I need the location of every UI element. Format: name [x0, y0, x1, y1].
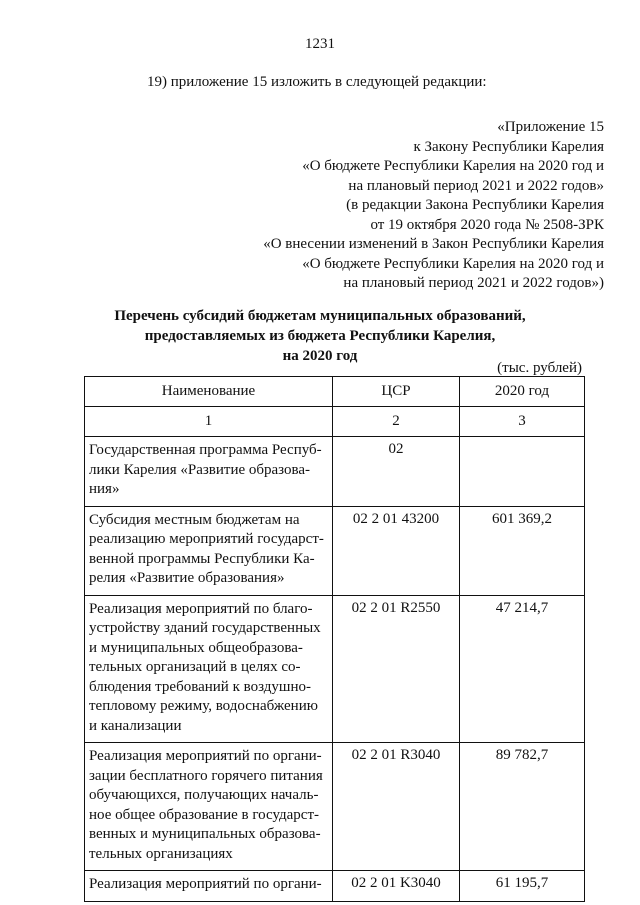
row-name-line: и муниципальных общеобразова- — [89, 639, 303, 656]
appendix-header-line: к Закону Республики Карелия — [413, 138, 604, 155]
appendix-header-line: «Приложение 15 — [497, 119, 604, 135]
row-name-line: Реализация мероприятий по благо- — [89, 600, 313, 617]
row-name-line: тельных организациях — [89, 845, 233, 862]
row-name-line: и канализации — [89, 717, 182, 734]
document-title — [0, 306, 640, 366]
row-name-line: релия «Развитие образования» — [89, 570, 285, 586]
row-name-line: устройству зданий государственных — [89, 620, 321, 636]
row-name-line: венной программы Республики Ка- — [89, 550, 315, 567]
row-csr: 02 2 01 R2550 — [333, 595, 460, 743]
row-name-line: лики Карелия «Развитие образова- — [89, 461, 311, 478]
table-row — [85, 743, 585, 871]
table-row — [85, 437, 585, 507]
table-body — [85, 407, 585, 902]
row-name — [85, 506, 333, 595]
table-row — [85, 506, 585, 595]
row-amount: 89 782,7 — [460, 743, 585, 871]
row-name-line: реализацию мероприятий государст- — [89, 531, 324, 547]
row-name-line: обучающихся, получающих началь- — [89, 787, 319, 803]
row-name-line: Государственная программа Респуб- — [89, 442, 322, 458]
row-csr: 02 2 01 K3040 — [333, 871, 460, 902]
row-name-line: Реализация мероприятий по органи- — [89, 748, 322, 764]
appendix-header-line: на плановый период 2021 и 2022 годов» — [348, 177, 604, 194]
appendix-header-line: «О бюджете Республики Карелия на 2020 год и — [302, 158, 604, 174]
row-name — [85, 743, 333, 871]
row-name — [85, 437, 333, 507]
units-label: (тыс. рублей) — [497, 360, 582, 376]
header-year: 2020 год — [460, 377, 585, 407]
appendix-header-line: (в редакции Закона Республики Карелия — [346, 197, 604, 213]
row-name-line: блюдения требований к воздушно- — [89, 678, 311, 695]
row-name-line: тельных организаций в целях со- — [89, 659, 301, 675]
header-name: Наименование — [85, 377, 333, 407]
header-csr: ЦСР — [333, 377, 460, 407]
appendix-header-line: от 19 октября 2020 года № 2508-ЗРК — [370, 216, 604, 233]
row-name — [85, 595, 333, 743]
row-name-line: тепловому режиму, водоснабжению — [89, 698, 318, 714]
row-amount: 47 214,7 — [460, 595, 585, 743]
row-amount: 601 369,2 — [460, 506, 585, 595]
row-name-line: Субсидия местным бюджетам на — [89, 511, 300, 528]
column-number: 3 — [460, 407, 585, 437]
row-name-line: венных и муниципальных образова- — [89, 826, 321, 842]
row-name-line: зации бесплатного горячего питания — [89, 767, 323, 784]
row-csr: 02 2 01 R3040 — [333, 743, 460, 871]
column-number-row — [85, 407, 585, 437]
row-name-line: Реализация мероприятий по органи- — [89, 876, 322, 892]
row-name-line: ния» — [89, 481, 120, 497]
table-row — [85, 871, 585, 902]
document-title-line: предоставляемых из бюджета Республики Карелия, — [144, 328, 496, 344]
appendix-header-line: «О внесении изменений в Закон Республики Карелия — [263, 236, 604, 252]
page-number: 1231 — [305, 36, 335, 52]
column-number: 2 — [333, 407, 460, 437]
row-csr: 02 2 01 43200 — [333, 506, 460, 595]
appendix-header-line: «О бюджете Республики Карелия на 2020 год и — [302, 255, 604, 272]
table-row — [85, 595, 585, 743]
row-name — [85, 871, 333, 902]
row-csr: 02 — [333, 437, 460, 507]
appendix-header-line: на плановый период 2021 и 2022 годов») — [343, 275, 604, 291]
document-title-line: Перечень субсидий бюджетам муниципальных образований, — [114, 308, 526, 324]
table-header-row — [85, 377, 585, 407]
intro-paragraph: 19) приложение 15 изложить в следующей редакции: — [147, 74, 487, 90]
row-name-line: ное общее образование в государст- — [89, 806, 319, 823]
row-amount — [460, 437, 585, 507]
row-amount: 61 195,7 — [460, 871, 585, 902]
appendix-header — [263, 118, 604, 294]
column-number: 1 — [85, 407, 333, 437]
subsidies-table — [84, 376, 585, 902]
document-title-line: на 2020 год — [282, 348, 358, 364]
